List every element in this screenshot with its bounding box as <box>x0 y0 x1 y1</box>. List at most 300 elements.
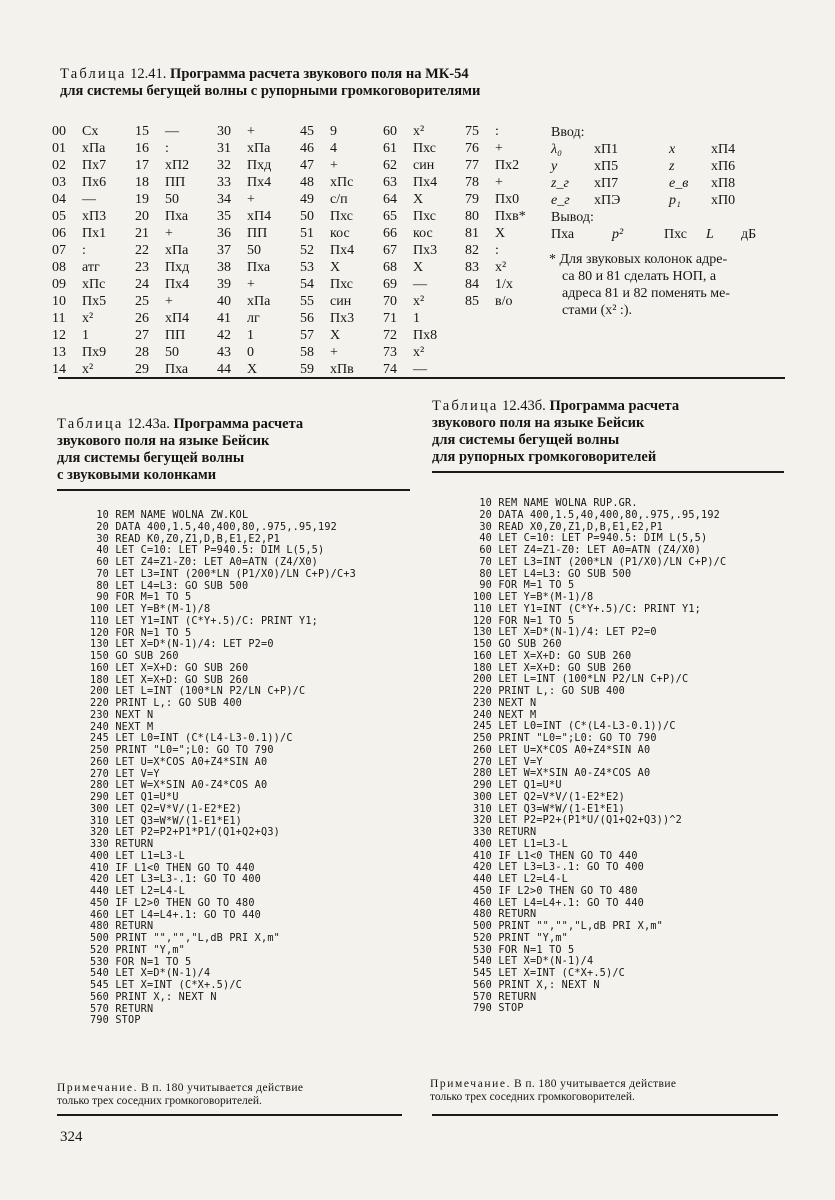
step-address: 05 <box>52 209 66 224</box>
code-line: 70 LET L3=INT (200*LN (P1/X0)/LN C+P)/C <box>473 556 727 568</box>
step-instruction: хП2 <box>165 158 190 173</box>
step-address: 68 <box>383 260 397 275</box>
input-register: хП7 <box>594 176 619 191</box>
program-column-2 <box>135 123 211 378</box>
input-variable: e_в <box>669 176 689 191</box>
step-instruction: : <box>165 141 169 156</box>
code-line: 290 LET Q1=U*U <box>90 792 179 803</box>
input-variable: y <box>551 159 558 174</box>
program-step <box>465 293 545 310</box>
step-instruction: Пхс <box>413 209 436 224</box>
program-step <box>217 242 293 259</box>
program-step <box>52 344 128 361</box>
code-line: 10 REM NAME WOLNA ZW.KOL <box>90 510 249 521</box>
page-number: 324 <box>60 1129 83 1145</box>
code-line: 545 LET X=INT (C*X+.5)/C <box>473 968 626 979</box>
code-line: 160 LET X=X+D: GO SUB 260 <box>90 662 249 674</box>
step-instruction: 1 <box>247 328 254 343</box>
step-instruction: хПа <box>247 141 271 156</box>
output-item: дБ <box>741 227 757 242</box>
step-address: 17 <box>135 158 149 173</box>
program-step <box>217 344 293 361</box>
step-instruction: Пхв* <box>495 209 526 224</box>
program-step <box>383 310 459 327</box>
step-instruction: Пх6 <box>82 175 107 190</box>
step-instruction: хП4 <box>165 311 190 326</box>
code-line: 60 LET Z4=Z1-Z0: LET A0=ATN (Z4/X0) <box>90 557 319 568</box>
program-step <box>300 157 376 174</box>
program-step <box>465 208 545 225</box>
code-line: 40 LET C=10: LET P=940.5: DIM L(5,5) <box>90 545 325 557</box>
step-instruction: кос <box>330 226 350 241</box>
code-line: 110 LET Y1=INT (C*Y+.5)/C: PRINT Y1; <box>90 615 319 627</box>
code-line: 180 LET X=X+D: GO SUB 260 <box>473 662 632 674</box>
program-step <box>217 191 293 208</box>
program-step <box>300 276 376 293</box>
divider-left-caption <box>57 489 410 491</box>
program-column-1 <box>52 123 128 378</box>
code-line: 330 RETURN <box>473 827 537 838</box>
step-address: 84 <box>465 277 479 292</box>
input-register: хПЭ <box>594 193 621 208</box>
step-instruction: хПс <box>82 277 106 292</box>
step-instruction: X <box>495 226 506 241</box>
step-instruction: x² <box>413 345 425 360</box>
step-address: 32 <box>217 158 231 173</box>
program-step <box>217 208 293 225</box>
program-step <box>300 344 376 361</box>
step-instruction: Пхд <box>247 158 272 173</box>
program-step <box>465 123 545 140</box>
code-line: 270 LET V=Y <box>90 768 160 780</box>
code-line: 560 PRINT X,: NEXT N <box>90 991 217 1003</box>
input-register: хП8 <box>711 176 736 191</box>
input-label: Ввод: <box>551 125 585 140</box>
step-address: 53 <box>300 260 314 275</box>
step-instruction: Пх3 <box>330 311 355 326</box>
program-step <box>135 242 211 259</box>
code-line: 20 DATA 400,1.5,40,400,80,.975,.95,192 <box>90 521 338 533</box>
step-instruction: : <box>82 243 86 258</box>
divider-bottom-left <box>57 1114 402 1116</box>
program-step <box>383 361 459 378</box>
program-step <box>217 276 293 293</box>
code-line: 30 READ K0,Z0,Z1,D,B,E1,E2,P1 <box>90 533 281 545</box>
code-line: 570 RETURN <box>473 991 537 1003</box>
step-instruction: x² <box>82 362 94 377</box>
footnote-line: * Для звуковых колонок адре- <box>549 252 728 267</box>
code-line: 310 LET Q3=W*W/(1-E1*E1) <box>90 815 243 827</box>
program-step <box>135 361 211 378</box>
program-step <box>135 276 211 293</box>
program-step <box>217 293 293 310</box>
code-line: 90 FOR M=1 TO 5 <box>90 592 192 604</box>
program-step <box>52 208 128 225</box>
step-instruction: + <box>495 175 503 190</box>
program-step <box>465 225 545 242</box>
step-address: 27 <box>135 328 149 343</box>
step-address: 85 <box>465 294 479 309</box>
step-address: 08 <box>52 260 66 275</box>
step-address: 20 <box>135 209 149 224</box>
program-column-5 <box>383 123 459 378</box>
code-line: 300 LET Q2=V*V/(1-E2*E2) <box>473 791 626 803</box>
step-address: 23 <box>135 260 149 275</box>
step-instruction: Пх4 <box>330 243 355 258</box>
program-step <box>383 123 459 140</box>
step-address: 43 <box>217 345 231 360</box>
step-address: 01 <box>52 141 66 156</box>
program-step <box>52 259 128 276</box>
program-step <box>52 174 128 191</box>
step-instruction: Пх7 <box>82 158 107 173</box>
step-instruction: атг <box>82 260 100 275</box>
step-instruction: X <box>413 192 424 207</box>
program-step <box>135 327 211 344</box>
code-line: 410 IF L1<0 THEN GO TO 440 <box>473 850 638 862</box>
step-address: 54 <box>300 277 314 292</box>
note-left-line2: только трех соседних громкоговорителей. <box>57 1095 262 1107</box>
input-variable: e_г <box>551 193 570 208</box>
step-instruction: — <box>82 192 96 207</box>
step-instruction: 0 <box>247 345 254 360</box>
step-instruction: в/о <box>495 294 513 309</box>
program-step <box>135 259 211 276</box>
input-register: хП5 <box>594 159 619 174</box>
step-instruction: син <box>413 158 435 173</box>
program-step <box>135 208 211 225</box>
code-line: 160 LET X=X+D: GO SUB 260 <box>473 650 632 662</box>
step-address: 31 <box>217 141 231 156</box>
program-step <box>383 225 459 242</box>
code-line: 480 RETURN <box>473 909 537 921</box>
step-address: 56 <box>300 311 314 326</box>
program-step <box>135 310 211 327</box>
step-address: 16 <box>135 141 149 156</box>
code-line: 570 RETURN <box>90 1003 154 1015</box>
program-step <box>465 191 545 208</box>
code-line: 60 LET Z4=Z1-Z0: LET A0=ATN (Z4/X0) <box>473 545 702 556</box>
code-line: 530 FOR N=1 TO 5 <box>473 944 575 956</box>
program-step <box>383 276 459 293</box>
program-step <box>383 259 459 276</box>
code-line: 10 REM NAME WOLNA RUP.GR. <box>473 498 638 509</box>
code-line: 240 NEXT M <box>473 709 537 721</box>
step-instruction: + <box>165 294 173 309</box>
step-instruction: Пх4 <box>413 175 438 190</box>
code-line: 450 IF L2>0 THEN GO TO 480 <box>90 897 255 909</box>
code-line: 520 PRINT "Y,m" <box>90 944 186 956</box>
code-line: 280 LET W=X*SIN A0-Z4*COS A0 <box>90 780 268 792</box>
step-address: 24 <box>135 277 149 292</box>
program-step <box>300 259 376 276</box>
program-step <box>217 174 293 191</box>
program-step <box>217 327 293 344</box>
program-step <box>217 123 293 140</box>
program-step <box>135 344 211 361</box>
step-instruction: Пха <box>247 260 271 275</box>
step-instruction: 4 <box>330 141 337 156</box>
code-line: 290 LET Q1=U*U <box>473 780 562 791</box>
program-step <box>135 140 211 157</box>
footnote-line: адреса 81 и 82 поменять ме- <box>562 286 730 301</box>
step-address: 29 <box>135 362 149 377</box>
code-line: 250 PRINT "L0=";L0: GO TO 790 <box>90 745 274 756</box>
step-instruction: X <box>247 362 258 377</box>
code-line: 530 FOR N=1 TO 5 <box>90 956 192 968</box>
divider-top <box>58 377 785 379</box>
code-line: 220 PRINT L,: GO SUB 400 <box>473 686 626 697</box>
code-line: 80 LET L4=L3: GO SUB 500 <box>473 568 632 580</box>
output-item: Пхс <box>664 227 687 242</box>
program-column-6 <box>465 123 545 310</box>
step-instruction: X <box>330 260 341 275</box>
code-line: 460 LET L4=L4+.1: GO TO 440 <box>473 897 645 909</box>
step-instruction: + <box>495 141 503 156</box>
code-line: 400 LET L1=L3-L <box>473 838 569 850</box>
output-label: Вывод: <box>551 210 594 225</box>
step-instruction: 50 <box>165 345 179 360</box>
program-step <box>135 225 211 242</box>
code-line: 270 LET V=Y <box>473 756 543 768</box>
footnote-line: стами (x² :). <box>562 303 632 318</box>
step-address: 48 <box>300 175 314 190</box>
step-instruction: ПП <box>165 175 186 190</box>
program-step <box>383 174 459 191</box>
input-register: хП6 <box>711 159 736 174</box>
step-address: 78 <box>465 175 479 190</box>
code-line: 250 PRINT "L0=";L0: GO TO 790 <box>473 733 657 744</box>
step-instruction: Сх <box>82 124 99 139</box>
step-address: 70 <box>383 294 397 309</box>
step-instruction: Пхд <box>165 260 190 275</box>
step-address: 60 <box>383 124 397 139</box>
code-line: 230 NEXT N <box>473 697 537 709</box>
step-address: 28 <box>135 345 149 360</box>
step-address: 42 <box>217 328 231 343</box>
step-instruction: — <box>165 124 179 139</box>
step-address: 81 <box>465 226 479 241</box>
code-line: 80 LET L4=L3: GO SUB 500 <box>90 580 249 592</box>
program-step <box>217 361 293 378</box>
step-instruction: x² <box>413 294 425 309</box>
step-address: 21 <box>135 226 149 241</box>
program-step <box>465 157 545 174</box>
program-step <box>465 140 545 157</box>
program-step <box>217 310 293 327</box>
program-step <box>300 361 376 378</box>
step-instruction: хПа <box>165 243 189 258</box>
step-instruction: : <box>495 124 499 139</box>
step-address: 19 <box>135 192 149 207</box>
step-address: 33 <box>217 175 231 190</box>
step-instruction: X <box>413 260 424 275</box>
step-instruction: 1 <box>413 311 420 326</box>
input-register: хП0 <box>711 193 736 208</box>
step-address: 22 <box>135 243 149 258</box>
step-address: 59 <box>300 362 314 377</box>
program-step <box>52 140 128 157</box>
step-instruction: хПа <box>82 141 106 156</box>
table-12-43b-caption-line3: для системы бегущей волны <box>432 432 620 448</box>
step-address: 71 <box>383 311 397 326</box>
step-address: 82 <box>465 243 479 258</box>
step-instruction: Пх4 <box>247 175 272 190</box>
code-line: 420 LET L3=L3-.1: GO TO 400 <box>473 862 645 874</box>
step-address: 83 <box>465 260 479 275</box>
code-line: 540 LET X=D*(N-1)/4 <box>473 956 594 968</box>
step-instruction: + <box>247 124 255 139</box>
code-line: 245 LET L0=INT (C*(L4-L3-0.1))/C <box>90 733 293 745</box>
step-address: 12 <box>52 328 66 343</box>
program-step <box>465 242 545 259</box>
step-address: 26 <box>135 311 149 326</box>
program-step <box>52 310 128 327</box>
code-line: 420 LET L3=L3-.1: GO TO 400 <box>90 874 262 886</box>
step-instruction: x² <box>495 260 507 275</box>
step-instruction: Пхс <box>413 141 436 156</box>
program-step <box>383 157 459 174</box>
code-line: 300 LET Q2=V*V/(1-E2*E2) <box>90 803 243 815</box>
output-item: L <box>706 227 714 242</box>
code-line: 400 LET L1=L3-L <box>90 850 186 862</box>
program-step <box>383 344 459 361</box>
step-address: 36 <box>217 226 231 241</box>
table-12-43b-caption-line4: для рупорных громкоговорителей <box>432 449 657 465</box>
step-address: 76 <box>465 141 479 156</box>
step-instruction: Пх5 <box>82 294 107 309</box>
step-instruction: хПв <box>330 362 354 377</box>
step-instruction: хПс <box>330 175 354 190</box>
step-address: 38 <box>217 260 231 275</box>
step-address: 49 <box>300 192 314 207</box>
code-line: 560 PRINT X,: NEXT N <box>473 979 600 991</box>
program-step <box>135 157 211 174</box>
program-step <box>383 293 459 310</box>
code-line: 120 FOR N=1 TO 5 <box>473 615 575 627</box>
code-line: 120 FOR N=1 TO 5 <box>90 627 192 639</box>
code-line: 440 LET L2=L4-L <box>473 874 569 885</box>
step-instruction: + <box>330 158 338 173</box>
step-address: 46 <box>300 141 314 156</box>
step-instruction: Пх3 <box>413 243 438 258</box>
code-line: 200 LET L=INT (100*LN P2/LN C+P)/C <box>90 686 306 698</box>
step-address: 30 <box>217 124 231 139</box>
code-line: 450 IF L2>0 THEN GO TO 480 <box>473 885 638 897</box>
step-address: 13 <box>52 345 66 360</box>
note-right-line2: только трех соседних громкоговорителей. <box>430 1091 635 1103</box>
step-instruction: с/п <box>330 192 348 207</box>
program-step <box>300 123 376 140</box>
step-instruction: : <box>495 243 499 258</box>
code-line: 70 LET L3=INT (200*LN (P1/X0)/LN C+P)/C+3 <box>90 568 357 580</box>
program-step <box>52 157 128 174</box>
step-instruction: Пха <box>165 362 189 377</box>
step-instruction: Пхс <box>330 209 353 224</box>
step-address: 04 <box>52 192 66 207</box>
step-instruction: ПП <box>165 328 186 343</box>
step-instruction: Пха <box>165 209 189 224</box>
basic-listing-zw-kol <box>90 510 356 1027</box>
program-step <box>217 140 293 157</box>
code-line: 500 PRINT "","","L,dB PRI X,m" <box>473 921 664 932</box>
table-12-41-caption-line2: для системы бегущей волны с рупорными громкоговорителями <box>60 83 481 99</box>
output-item: Пха <box>551 227 575 242</box>
step-address: 67 <box>383 243 397 258</box>
code-line: 100 LET Y=B*(M-1)/8 <box>473 592 594 603</box>
code-line: 245 LET L0=INT (C*(L4-L3-0.1))/C <box>473 721 676 733</box>
table-12-43b-caption: Таблица 12.43б. Программа расчета <box>432 398 680 414</box>
program-step <box>135 123 211 140</box>
code-line: 320 LET P2=P2+(P1*U/(Q1+Q2+Q3))^2 <box>473 815 683 827</box>
step-address: 62 <box>383 158 397 173</box>
code-line: 150 GO SUB 260 <box>473 639 562 650</box>
step-instruction: хПа <box>247 294 271 309</box>
step-address: 34 <box>217 192 231 207</box>
program-step <box>217 259 293 276</box>
code-line: 30 READ X0,Z0,Z1,D,B,E1,E2,P1 <box>473 521 664 533</box>
table-12-41-caption <box>60 66 469 83</box>
step-instruction: 50 <box>165 192 179 207</box>
step-address: 06 <box>52 226 66 241</box>
step-instruction: x² <box>82 311 94 326</box>
step-instruction: + <box>247 192 255 207</box>
step-instruction: кос <box>413 226 433 241</box>
step-instruction: Пхс <box>330 277 353 292</box>
code-line: 310 LET Q3=W*W/(1-E1*E1) <box>473 803 626 815</box>
step-address: 03 <box>52 175 66 190</box>
code-line: 90 FOR M=1 TO 5 <box>473 580 575 592</box>
step-address: 79 <box>465 192 479 207</box>
step-address: 65 <box>383 209 397 224</box>
step-instruction: син <box>330 294 352 309</box>
step-instruction: + <box>247 277 255 292</box>
table-12-43a-caption-line4: с звуковыми колонками <box>57 467 217 483</box>
step-address: 41 <box>217 311 231 326</box>
step-address: 55 <box>300 294 314 309</box>
code-line: 790 STOP <box>473 1003 524 1015</box>
code-line: 260 LET U=X*COS A0+Z4*SIN A0 <box>90 756 268 768</box>
step-address: 57 <box>300 328 314 343</box>
input-variable: x <box>669 142 676 157</box>
code-line: 130 LET X=D*(N-1)/4: LET P2=0 <box>473 627 657 639</box>
step-address: 72 <box>383 328 397 343</box>
program-step <box>300 293 376 310</box>
code-line: 150 GO SUB 260 <box>90 651 179 662</box>
table-12-43a-caption-line2: звукового поля на языке Бейсик <box>57 433 270 449</box>
step-instruction: ПП <box>247 226 268 241</box>
divider-bottom-right <box>432 1114 778 1116</box>
step-instruction: Пх8 <box>413 328 438 343</box>
step-instruction: — <box>413 277 427 292</box>
step-address: 11 <box>52 311 66 326</box>
caption-word: Таблица <box>60 66 127 82</box>
program-step <box>383 242 459 259</box>
table-12-43b-caption-line2: звукового поля на языке Бейсик <box>432 415 645 431</box>
note-right: Примечание. В п. 180 учитывается действие <box>430 1078 677 1090</box>
code-line: 480 RETURN <box>90 921 154 933</box>
code-line: 540 LET X=D*(N-1)/4 <box>90 968 211 980</box>
program-step <box>217 225 293 242</box>
code-line: 320 LET P2=P2+P1*P1/(Q1+Q2+Q3) <box>90 827 281 839</box>
program-step <box>52 293 128 310</box>
program-step <box>52 361 128 378</box>
code-line: 20 DATA 400,1.5,40,400,80,.975,.95,192 <box>473 509 721 521</box>
code-line: 100 LET Y=B*(M-1)/8 <box>90 604 211 615</box>
program-step <box>52 327 128 344</box>
step-address: 69 <box>383 277 397 292</box>
input-variable: z_г <box>551 176 569 191</box>
